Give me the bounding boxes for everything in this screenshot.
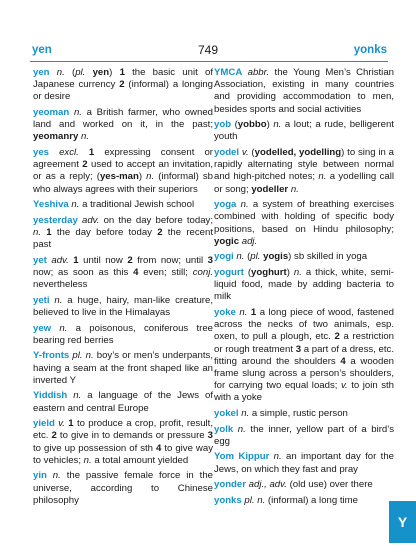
headword: YMCA [214, 67, 243, 78]
definition-text: ( [243, 267, 252, 278]
definition-text: (informal) a long time [265, 494, 358, 506]
dictionary-entry [214, 424, 394, 448]
definition-text: the basic unit of Japanese currency [33, 67, 213, 91]
headword: yield [33, 418, 55, 430]
dictionary-entry [214, 67, 394, 116]
page-header [0, 0, 416, 62]
part-of-speech: pl. n. [72, 350, 94, 362]
bold-text: 3 [207, 254, 214, 266]
part-of-speech: n. [240, 199, 249, 211]
headword: yolk [214, 423, 234, 435]
definition-text: a wooden frame slung across a person’s shoulders, for carrying two equal loads; [214, 355, 394, 392]
bold-text: yogic [214, 235, 240, 247]
part-of-speech: n. [290, 183, 299, 195]
part-of-speech: n. [237, 423, 246, 435]
part-of-speech: n. [81, 131, 90, 143]
thumb-index-tab[interactable]: Y [389, 501, 416, 543]
headword: yogi [214, 251, 234, 263]
part-of-speech: n. [33, 227, 42, 238]
dictionary-entry [214, 147, 394, 196]
bold-text: yes-man [99, 171, 139, 183]
headword: yob [214, 119, 232, 131]
part-of-speech: n. [59, 322, 68, 334]
part-of-speech: n. [52, 470, 61, 482]
guide-word-left: yen [32, 44, 52, 56]
definition-text: a restriction or rough treatment [214, 331, 394, 355]
part-of-speech: pl. [75, 67, 86, 78]
definition-text [79, 147, 89, 158]
definition-text: to join sth with a yoke [214, 380, 394, 404]
dictionary-entry [214, 408, 394, 420]
headword: yes [33, 147, 50, 158]
definition-text: a part of a dress, etc. fitting around the shoulders [214, 343, 394, 367]
headword: yoga [214, 199, 237, 211]
headword: yokel [214, 408, 239, 420]
bold-text: 2 [157, 227, 163, 238]
definition-text: to give up possession of sth [33, 442, 157, 454]
part-of-speech: n. [293, 267, 302, 278]
headword: yoke [214, 307, 236, 318]
definition-text: a thick, white, semi-liquid food, made by adding bacteria to milk [214, 267, 394, 303]
definition-text: (informal) sb who always agrees with their superiors [33, 171, 213, 195]
definition-text: ( [248, 147, 255, 158]
headword: yeti [33, 294, 50, 306]
headword: yen [33, 67, 50, 78]
left-column [33, 67, 213, 510]
part-of-speech: n. [273, 451, 282, 463]
headword: Yom Kippur [214, 451, 270, 463]
definition-text: expressing consent or agreement [33, 147, 213, 171]
dictionary-entry [33, 390, 213, 414]
headword: yonder [214, 479, 246, 491]
definition-text: a yodelling call or song; [214, 171, 394, 195]
definition-text: the inner, yellow part of a bird’s egg [214, 423, 394, 447]
guide-word-right: yonks [353, 44, 387, 56]
dictionary-entry [33, 107, 213, 144]
bold-text: yobbo [237, 119, 267, 131]
definition-text: nevertheless [33, 279, 88, 291]
page-number: 749 [197, 43, 219, 57]
definition-text: ) [286, 267, 294, 278]
part-of-speech: n. [241, 408, 250, 420]
header-rule [30, 61, 388, 62]
definition-text: a total amount yielded [91, 454, 189, 466]
definition-text: on the day before today; [99, 214, 214, 226]
definition-text: until now [78, 254, 128, 266]
bold-text: 4 [340, 355, 346, 367]
definition-text: boy’s or men’s underpants, having a seam at the front shaped like an inverted Y [33, 350, 213, 386]
part-of-speech: pl. n. [244, 494, 266, 506]
dictionary-entry [33, 255, 213, 292]
definition-text: a huge, hairy, man-like creature, believed to live in the Himalayas [33, 294, 213, 318]
definition-text: ( [231, 119, 238, 131]
headword: yew [33, 322, 52, 334]
bold-text: 1 [68, 418, 74, 430]
definition-text: from now; until [132, 254, 208, 266]
bold-text: 4 [156, 442, 162, 454]
headword: yeoman [33, 107, 70, 118]
definition-text: to give way to vehicles; [33, 442, 213, 466]
part-of-speech: n. [73, 107, 82, 118]
dictionary-entry [214, 479, 394, 491]
part-of-speech: n. [54, 294, 63, 306]
dictionary-entry [214, 267, 394, 304]
part-of-speech: n. [73, 390, 82, 402]
bold-text: yodeller [251, 183, 289, 195]
dictionary-entry [214, 119, 394, 143]
definition-text: now; as soon as this [33, 267, 134, 278]
definition-text: a poisonous, coniferous tree bearing red berries [33, 322, 213, 346]
bold-text: 1 [88, 147, 95, 158]
bold-text: yodelled, yodelling [254, 147, 342, 158]
definition-text: a simple, rustic person [249, 408, 348, 420]
headword: Y-fronts [33, 350, 70, 362]
headword: yesterday [33, 214, 78, 226]
bold-text: 1 [73, 254, 79, 266]
definition-text: used to accept an invitation, or as a reply; ( [33, 159, 214, 183]
dictionary-entry [214, 307, 394, 405]
dictionary-entry [33, 67, 213, 104]
definition-text: an important day for the Jews, on which they fast and pray [214, 451, 395, 475]
part-of-speech: n. [318, 171, 327, 183]
bold-text: 2 [119, 79, 125, 91]
definition-text: ) to sing in a rapidly alternating style between normal and high-pitched notes; [214, 147, 394, 183]
definition-text: the Young Men’s Christian Association, existing in many countries and providing accommodation to men, besides sports and social activities [214, 67, 394, 115]
dictionary-entry [214, 199, 394, 248]
headword: yin [33, 470, 47, 482]
definition-text: ) [109, 67, 120, 78]
bold-text: 2 [334, 331, 340, 343]
definition-text: a lout; a rude, belligerent youth [214, 119, 394, 143]
dictionary-entry [33, 350, 213, 387]
bold-text: 1 [46, 227, 52, 238]
part-of-speech: v. [58, 418, 65, 430]
dictionary-entry [33, 215, 213, 252]
bold-text: 2 [51, 430, 57, 442]
headword: Yiddish [33, 390, 68, 402]
part-of-speech: adv. [81, 214, 100, 226]
bold-text: 3 [207, 430, 213, 442]
definition-text: to produce a crop, profit, result, etc. [33, 418, 213, 442]
dictionary-entry [214, 495, 394, 507]
dictionary-entry [33, 199, 213, 211]
definition-text: a system of breathing exercises combined with holding of specific body positions, based on Hindu philosophy; [214, 199, 395, 235]
part-of-speech: conj. [192, 267, 213, 278]
dictionary-entry [214, 451, 394, 475]
definition-text: the day before today [51, 227, 158, 238]
right-column [214, 67, 394, 510]
dictionary-entry [33, 470, 213, 507]
part-of-speech: n. [56, 67, 65, 78]
bold-text: yen [92, 67, 110, 78]
definition-text: ) [138, 171, 147, 183]
bold-text: 3 [295, 343, 302, 355]
definition-text: ) [266, 119, 274, 131]
part-of-speech: n. [236, 251, 245, 263]
headword: yodel [214, 147, 240, 158]
part-of-speech: v. [241, 147, 249, 158]
definition-text: ( [64, 67, 76, 78]
bold-text: 4 [133, 267, 139, 278]
bold-text: 1 [250, 307, 257, 318]
definition-text: (old use) over there [286, 479, 373, 491]
headword: yogurt [214, 267, 244, 278]
bold-text: yeomanry [33, 131, 79, 143]
definition-text: a long piece of wood, fastened across the necks of two animals, esp. oxen, to pull a plough, etc. [214, 307, 395, 343]
definition-text [85, 67, 92, 78]
part-of-speech: n. [146, 171, 155, 183]
part-of-speech: v. [340, 380, 348, 392]
headword: Yeshiva [33, 199, 69, 211]
headword: yet [33, 254, 47, 266]
part-of-speech: abbr. [247, 67, 270, 78]
definition-text: ( [244, 251, 251, 263]
bold-text: 2 [82, 159, 88, 171]
dictionary-entry [33, 418, 213, 467]
bold-text: 2 [127, 254, 133, 266]
definition-text: even; still; [138, 267, 193, 278]
part-of-speech: n. [239, 307, 248, 318]
dictionary-entry [33, 323, 213, 347]
definition-text: a language of the Jews of eastern and central Europe [33, 390, 213, 414]
definition-text: (informal) a longing or desire [33, 79, 213, 103]
part-of-speech: adv. [51, 254, 69, 266]
bold-text: 1 [119, 67, 125, 78]
part-of-speech: n. [83, 454, 92, 466]
part-of-speech: adj. [241, 235, 258, 247]
dictionary-entry [33, 147, 213, 196]
definition-text: ) sb skilled in yoga [288, 251, 368, 263]
definition-text: the passive female force in the universe, according to Chinese philosophy [33, 470, 213, 506]
definition-text [50, 67, 57, 78]
definition-text: a British farmer, who owned land and worked on it, in the past; [33, 107, 213, 131]
part-of-speech: n. [71, 199, 80, 211]
part-of-speech: n. [273, 119, 282, 131]
dictionary-entry [33, 295, 213, 319]
part-of-speech: excl. [59, 147, 79, 158]
bold-text: yogis [263, 251, 289, 263]
part-of-speech: pl. [250, 251, 261, 263]
definition-text: to give in to demands or pressure [56, 430, 208, 442]
bold-text: yoghurt [251, 267, 287, 278]
definition-text: a traditional Jewish school [79, 199, 195, 211]
headword: yonks [214, 494, 242, 506]
definition-text: the recent past [33, 227, 213, 251]
dictionary-entry [214, 251, 394, 263]
definition-text [49, 147, 59, 158]
part-of-speech: adj., adv. [248, 479, 287, 491]
